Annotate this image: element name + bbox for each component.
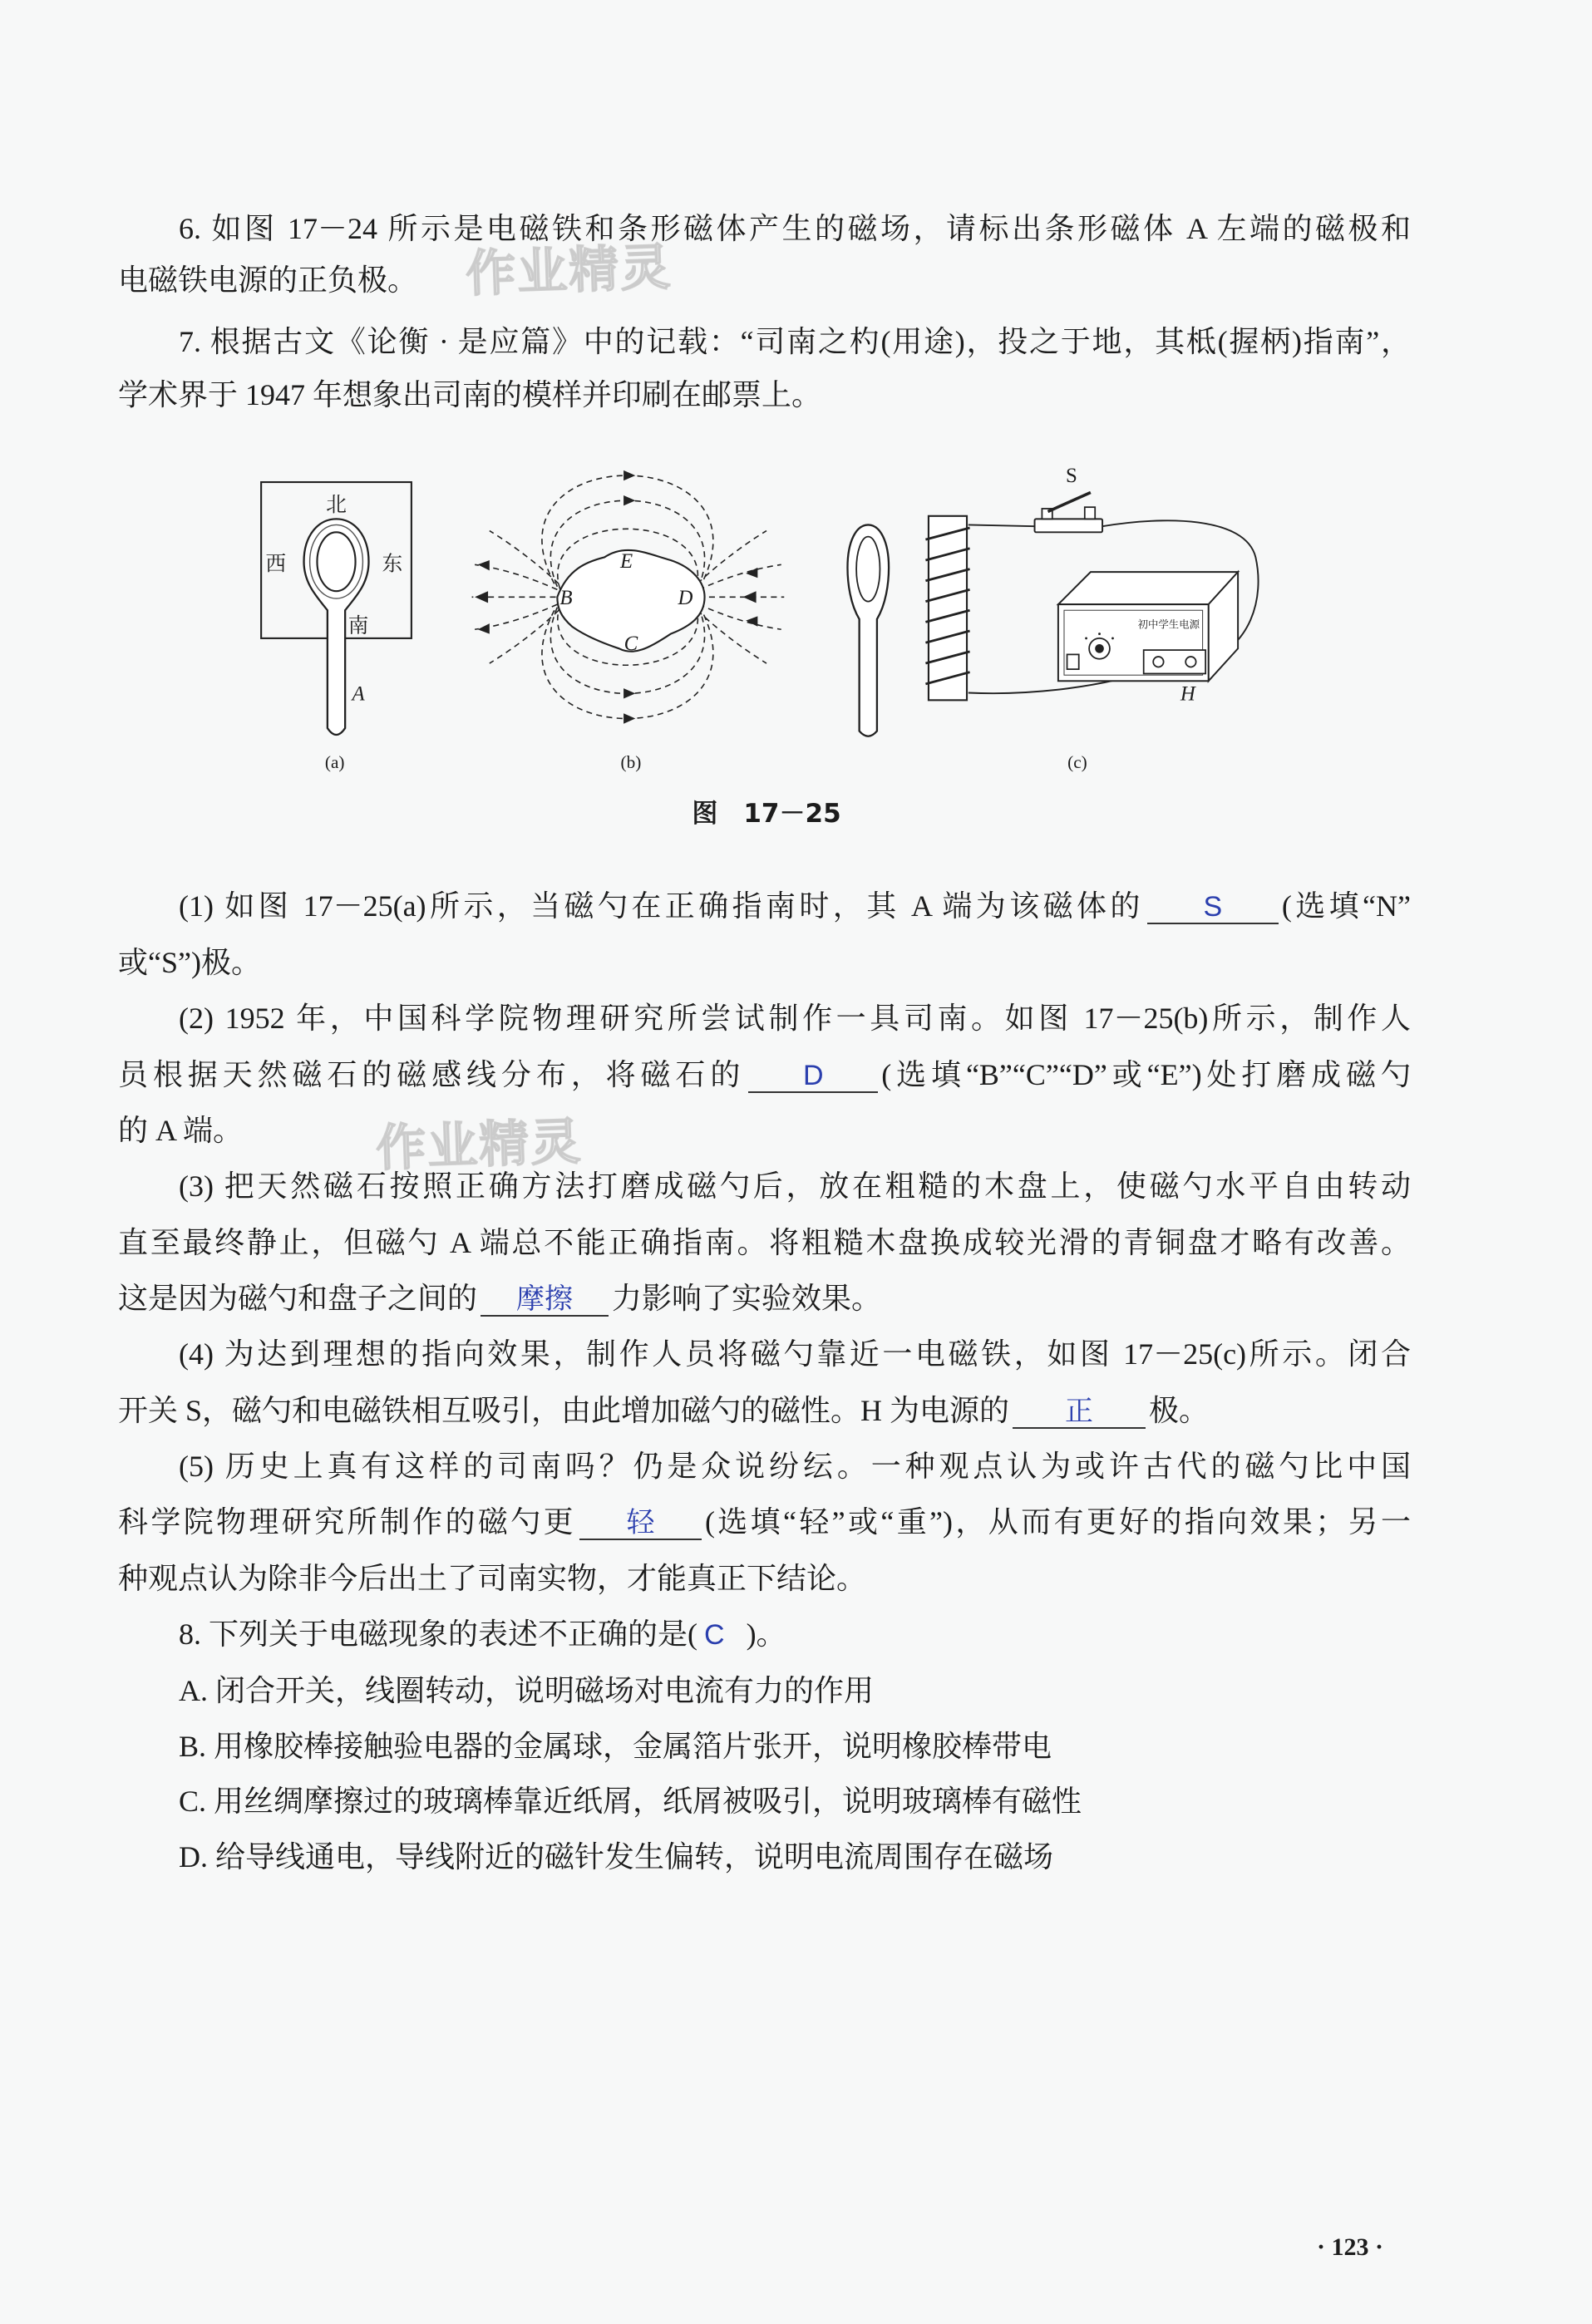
field-arrow xyxy=(623,470,635,480)
part3-line-1: (3) 把天然磁石按照正确方法打磨成磁勺后，放在粗糙的木盘上，使磁勺水平自由转动 xyxy=(179,1169,1411,1203)
field-line xyxy=(698,604,781,629)
q7-line-1: 7. 根据古文《论衡 · 是应篇》中的记载：“司南之杓(用途)，投之于地，其柢(握柄)指南”， xyxy=(179,325,1411,358)
q8-option-b: B. 用橡胶棒接触验电器的金属球，金属箔片张开，说明橡胶棒带电 xyxy=(179,1730,1052,1763)
figure-a-stamp xyxy=(261,482,412,772)
figure-b-lodestone-field xyxy=(472,470,785,772)
part5-text: (选填“轻”或“重”)，从而有更好的指向效果；另一 xyxy=(704,1505,1411,1539)
part5-line-2 xyxy=(118,1502,1411,1542)
field-arrow xyxy=(743,591,757,603)
part4-text: 开关 S，磁勺和电磁铁相互吸引，由此增加磁勺的磁性。H 为电源的 xyxy=(118,1394,1010,1427)
terminal-h-label: H xyxy=(1180,682,1195,706)
part2-text: (选填“B”“C”“D”或“E”)处打磨成磁勺 xyxy=(881,1058,1411,1091)
q8-option-d: D. 给导线通电，导线附近的磁针发生偏转，说明电流周围存在磁场 xyxy=(179,1840,1053,1873)
q8-text: 8. 下列关于电磁现象的表述不正确的是( xyxy=(179,1617,697,1651)
terminal xyxy=(1153,657,1163,667)
terminal xyxy=(1185,657,1195,667)
part3-line-2: 直至最终静止，但磁勺 A 端总不能正确指南。将粗糙木盘换成较光滑的青铜盘才略有改善。 xyxy=(118,1226,1411,1259)
field-arrow xyxy=(475,591,488,603)
point-e-label: E xyxy=(620,549,633,573)
part3-text: 力影响了实验效果。 xyxy=(612,1282,882,1315)
q8-option-a: A. 闭合开关，线圈转动，说明磁场对电流有力的作用 xyxy=(179,1674,874,1707)
q7-line-2: 学术界于 1947 年想象出司南的模样并印刷在邮票上。 xyxy=(118,378,822,411)
panel-b-label: (b) xyxy=(620,751,642,772)
q8-option-c: C. 用丝绸摩擦过的玻璃棒靠近纸屑，纸屑被吸引，说明玻璃棒有磁性 xyxy=(179,1785,1082,1818)
part4-text: 极。 xyxy=(1149,1394,1210,1427)
q6-line-1: 6. 如图 17－24 所示是电磁铁和条形磁体产生的磁场，请标出条形磁体 A 左端的磁极和 xyxy=(179,212,1411,245)
part2-line-1: (2) 1952 年，中国科学院物理研究所尝试制作一具司南。如图 17－25(b)所示，制作人 xyxy=(179,1002,1411,1035)
figure-17-25 xyxy=(236,442,1297,781)
supply-knob-center xyxy=(1095,644,1104,653)
field-arrow xyxy=(623,713,635,723)
field-arrow xyxy=(746,616,757,626)
point-b-label: B xyxy=(559,587,573,610)
part3-answer: 摩擦 xyxy=(516,1283,574,1315)
part5-text: 科学院物理研究所制作的磁勺更 xyxy=(118,1505,576,1539)
field-line xyxy=(490,610,559,663)
part4-line-2 xyxy=(118,1391,1411,1430)
watermark: 作业精灵 xyxy=(375,1112,584,1179)
part1-text: (选填“N” xyxy=(1281,889,1411,923)
part5-line-1: (5) 历史上真有这样的司南吗？仍是众说纷纭。一种观点认为或许古代的磁勺比中国 xyxy=(179,1450,1411,1483)
field-arrow xyxy=(623,688,635,698)
q8-text: )。 xyxy=(746,1617,786,1651)
answer-blank xyxy=(1147,889,1279,924)
knob-tick xyxy=(1085,637,1087,639)
field-line xyxy=(698,564,781,589)
part5-line-3: 种观点认为除非今后出土了司南实物，才能真正下结论。 xyxy=(118,1562,867,1595)
knife-switch xyxy=(1035,465,1103,532)
part3-text: 这是因为磁勺和盘子之间的 xyxy=(118,1282,478,1315)
point-c-label: C xyxy=(623,633,638,656)
part1-text: (1) 如图 17－25(a)所示，当磁勺在正确指南时，其 A 端为该磁体的 xyxy=(179,889,1144,923)
part2-text: 员根据天然磁石的磁感线分布，将磁石的 xyxy=(118,1058,746,1091)
compass-south-label: 南 xyxy=(347,614,369,638)
part1-answer: S xyxy=(1203,891,1223,923)
figure-c-circuit xyxy=(847,465,1258,772)
q8-answer-slot xyxy=(697,1614,747,1655)
knob-tick xyxy=(1098,633,1101,635)
field-arrow xyxy=(478,560,490,570)
spoon-end-label: A xyxy=(352,682,365,706)
part5-answer: 轻 xyxy=(626,1507,655,1539)
q8-stem xyxy=(179,1614,1411,1654)
point-d-label: D xyxy=(678,587,693,610)
part3-line-3 xyxy=(118,1278,1411,1318)
spoon-outline xyxy=(847,524,889,736)
switch-contact xyxy=(1085,507,1095,519)
field-arrow xyxy=(478,623,490,633)
answer-blank xyxy=(481,1282,609,1317)
watermark: 作业精灵 xyxy=(465,238,673,304)
wire xyxy=(969,524,1035,526)
supply-top xyxy=(1058,572,1238,604)
panel-a-label: (a) xyxy=(324,751,345,772)
electromagnet xyxy=(925,516,969,701)
page-number: · 123 · xyxy=(1317,2233,1384,2261)
part1-line-1 xyxy=(179,886,1411,926)
answer-blank xyxy=(1013,1394,1146,1429)
part2-line-2 xyxy=(118,1055,1411,1095)
field-arrow xyxy=(746,568,757,578)
part4-line-1: (4) 为达到理想的指向效果，制作人员将磁勺靠近一电磁铁，如图 17－25(c)所示。闭合 xyxy=(179,1337,1411,1371)
part1-line-2: 或“S”)极。 xyxy=(118,946,261,979)
part4-answer: 正 xyxy=(1065,1396,1094,1427)
switch-label: S xyxy=(1065,465,1077,488)
part2-answer: D xyxy=(802,1060,824,1091)
field-line xyxy=(490,531,559,584)
figure-caption: 图 17－25 xyxy=(692,799,841,829)
compass-east-label: 东 xyxy=(382,553,403,576)
compass-north-label: 北 xyxy=(326,494,347,517)
answer-blank xyxy=(579,1505,702,1540)
knob-tick xyxy=(1111,637,1114,639)
compass-west-label: 西 xyxy=(265,553,287,576)
supply-label: 初中学生电源 xyxy=(1137,618,1200,631)
answer-blank xyxy=(748,1058,878,1093)
q6-line-2: 电磁铁电源的正负极。 xyxy=(118,263,418,297)
supply-power-switch xyxy=(1067,654,1079,669)
electromagnet-core xyxy=(929,516,967,701)
field-arrow xyxy=(623,495,635,505)
switch-base xyxy=(1035,519,1103,532)
part2-line-3: 的 A 端。 xyxy=(118,1114,244,1147)
q8-answer: C xyxy=(704,1619,725,1651)
panel-c-label: (c) xyxy=(1067,751,1087,772)
